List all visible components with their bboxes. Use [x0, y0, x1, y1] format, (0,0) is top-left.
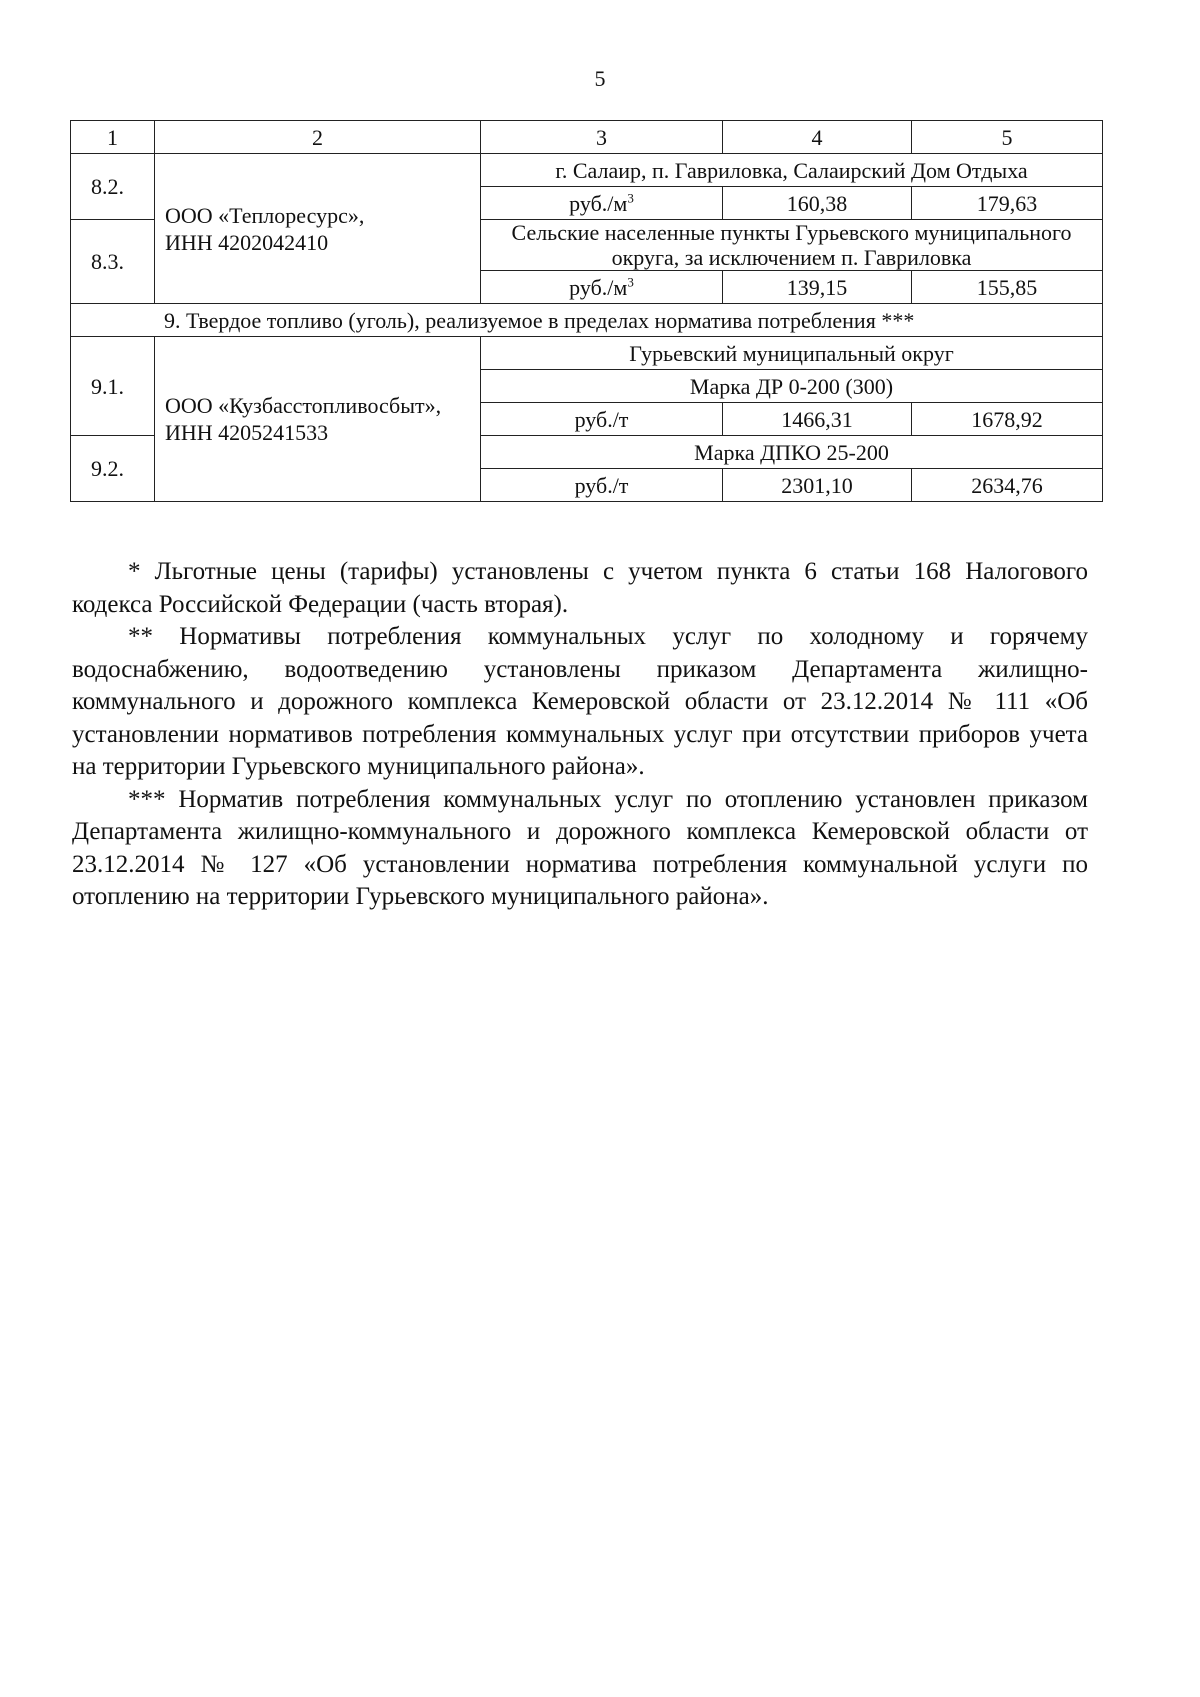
tariff-value-cell: 2301,10: [723, 469, 912, 502]
row-number-8-3: 8.3.: [71, 220, 155, 304]
area-cell: Гурьевский муниципальный округ: [481, 337, 1103, 370]
grade-cell: Марка ДПКО 25-200: [481, 436, 1103, 469]
tariff-value-cell: 179,63: [912, 187, 1103, 220]
table-header-row: [71, 121, 1103, 154]
tariff-value-cell: 2634,76: [912, 469, 1103, 502]
area-cell: г. Салаир, п. Гавриловка, Салаирский Дом Отдыха: [481, 154, 1103, 187]
grade-cell: Марка ДР 0-200 (300): [481, 370, 1103, 403]
table-row: [71, 337, 1103, 370]
footnotes: [72, 556, 1088, 914]
tariff-value-cell: 1466,31: [723, 403, 912, 436]
tariff-value-cell: 155,85: [912, 271, 1103, 304]
section-title-solid-fuel: 9. Твердое топливо (уголь), реализуемое в пределах норматива потребления ***: [71, 304, 1103, 337]
column-header-1: 1: [71, 121, 155, 154]
page-number: 5: [594, 66, 606, 91]
row-number-8-2: 8.2.: [71, 154, 155, 220]
organization-inn: ИНН 4202042410: [165, 229, 329, 255]
row-number-9-2: 9.2.: [71, 436, 155, 502]
tariff-table: [70, 120, 1103, 502]
unit-cell: [481, 187, 723, 220]
footnote-1: * Льготные цены (тарифы) установлены с учетом пункта 6 статьи 168 Налогового кодекса Российской Федерации (часть вторая).: [72, 558, 1088, 618]
unit-cell: руб./т: [481, 403, 723, 436]
unit-superscript: 3: [627, 274, 634, 290]
column-header-3: 3: [481, 121, 723, 154]
tariff-value-cell: 160,38: [723, 187, 912, 220]
unit-superscript: 3: [627, 190, 634, 206]
footnote-3: *** Норматив потребления коммунальных услуг по отоплению установлен приказом Департамента жилищно-коммунального и дорожного комплекса Кемеровской области от 23.12.2014 № 127 «Об установлении норматива потребления коммунальной услуги по отоплению на территории Гурьевского муниципального района».: [72, 785, 1088, 910]
unit-text: руб./м: [569, 274, 628, 300]
tariff-value-cell: 1678,92: [912, 403, 1103, 436]
organization-name: ООО «Кузбасстопливосбыт»,: [165, 393, 442, 418]
organization-inn: ИНН 4205241533: [165, 420, 329, 445]
organization-kuzbasstoplivosbyt: [155, 337, 481, 502]
organization-name: ООО «Теплоресурс»,: [165, 202, 365, 228]
column-header-2: 2: [155, 121, 481, 154]
unit-cell: [481, 271, 723, 304]
organization-teploresurs: [155, 154, 481, 304]
table-row: [71, 154, 1103, 187]
column-header-5: 5: [912, 121, 1103, 154]
column-header-4: 4: [723, 121, 912, 154]
unit-text: руб./м: [569, 190, 628, 216]
table-row: [71, 304, 1103, 337]
tariff-value-cell: 139,15: [723, 271, 912, 304]
row-number-9-1: 9.1.: [71, 337, 155, 436]
area-cell: Сельские населенные пункты Гурьевского муниципального округа, за исключением п. Гавриловка: [481, 220, 1103, 271]
unit-cell: руб./т: [481, 469, 723, 502]
footnote-2: ** Нормативы потребления коммунальных услуг по холодному и горячему водоснабжению, водоотведению установлены приказом Департамента жилищно-коммунального и дорожного комплекса Кемеровской области от 23.12.2014 № 111 «Об установлении нормативов потребления коммунальных услуг при отсутствии приборов учета на территории Гурьевского муниципального района».: [72, 623, 1088, 780]
